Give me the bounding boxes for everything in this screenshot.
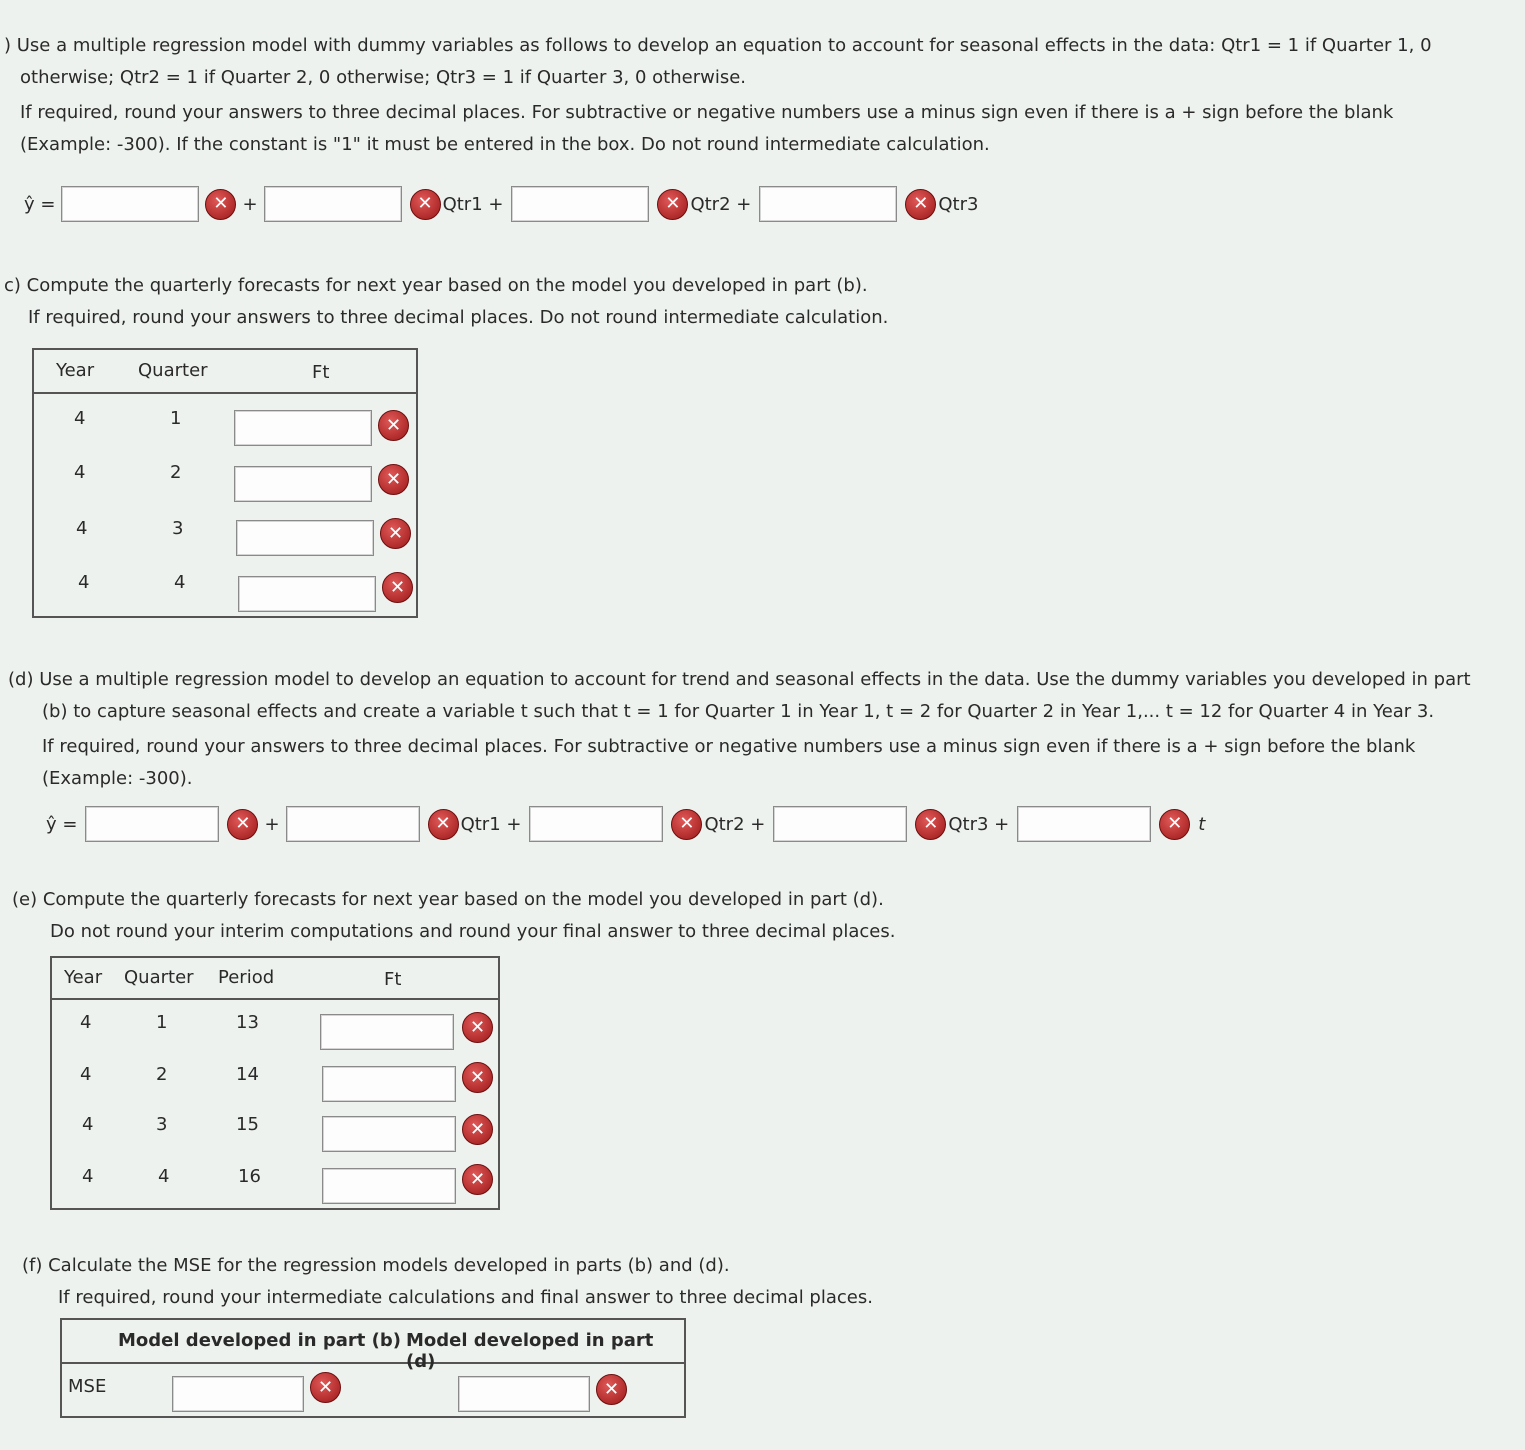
year-cell: 4: [82, 1166, 94, 1187]
part-d-line3: If required, round your answers to three decimal places. For subtractive or negative numbers use a minus sign even if there is a + sign before the blank: [42, 736, 1416, 757]
part-b-line3: If required, round your answers to three decimal places. For subtractive or negative numbers use a minus sign even if there is a + sign before the blank: [20, 102, 1394, 123]
col-year-header: Year: [56, 360, 95, 381]
e-ft-p15-input[interactable]: [322, 1116, 456, 1152]
d-qtr2-coef-input[interactable]: [529, 806, 663, 842]
col-period-header: Period: [218, 967, 275, 988]
quarter-cell: 4: [174, 572, 186, 593]
plus-sign: +: [242, 193, 258, 215]
part-b-line1: ) Use a multiple regression model with dummy variables as follows to develop an equation to account for seasonal effects in the data: Qtr1 = 1 if Quarter 1, 0: [4, 35, 1432, 56]
col-model-b-header: Model developed in part (b): [118, 1330, 401, 1351]
part-e-table: [50, 956, 500, 1210]
d-qtr1-coef-input[interactable]: [286, 806, 420, 842]
qtr1-label: Qtr1 +: [442, 193, 504, 215]
quarter-cell: 3: [172, 518, 184, 539]
incorrect-x-icon: ✕: [462, 1114, 493, 1145]
part-c-instructions: [4, 270, 888, 333]
col-quarter-header: Quarter: [138, 360, 208, 381]
year-cell: 4: [78, 572, 90, 593]
incorrect-x-icon: ✕: [905, 189, 936, 220]
d-qtr3-coef-input[interactable]: [773, 806, 907, 842]
qtr3-label: Qtr3 +: [948, 813, 1010, 835]
quarter-cell: 1: [156, 1012, 168, 1033]
incorrect-x-icon: ✕: [915, 809, 946, 840]
e-ft-p16-input[interactable]: [322, 1168, 456, 1204]
part-f-instructions: [22, 1250, 873, 1313]
part-b-equation: [22, 186, 978, 222]
incorrect-x-icon: ✕: [310, 1372, 341, 1403]
year-cell: 4: [80, 1012, 92, 1033]
b-qtr3-coef-input[interactable]: [759, 186, 897, 222]
col-quarter-header: Quarter: [124, 967, 194, 988]
d-t-coef-input[interactable]: [1017, 806, 1151, 842]
incorrect-x-icon: ✕: [596, 1374, 627, 1405]
mse-model-b-input[interactable]: [172, 1376, 304, 1412]
year-cell: 4: [76, 518, 88, 539]
part-b-line2: otherwise; Qtr2 = 1 if Quarter 2, 0 otherwise; Qtr3 = 1 if Quarter 3, 0 otherwise.: [20, 66, 747, 88]
c-ft-q4-input[interactable]: [238, 576, 376, 612]
incorrect-x-icon: ✕: [462, 1164, 493, 1195]
incorrect-x-icon: ✕: [227, 809, 258, 840]
year-cell: 4: [74, 408, 86, 429]
part-b-instructions: [4, 30, 1432, 160]
qtr1-label: Qtr1 +: [460, 813, 522, 835]
part-e-line2: Do not round your interim computations and round your final answer to three decimal places.: [50, 920, 896, 942]
incorrect-x-icon: ✕: [428, 809, 459, 840]
qtr2-label: Qtr2 +: [704, 813, 766, 835]
part-f-table: [60, 1318, 686, 1418]
period-cell: 13: [236, 1012, 259, 1033]
year-cell: 4: [82, 1114, 94, 1135]
part-c-line1: c) Compute the quarterly forecasts for next year based on the model you developed in part (b).: [4, 275, 868, 296]
part-c-table: [32, 348, 418, 618]
part-f-header-row: [62, 1320, 684, 1372]
part-f-line1: (f) Calculate the MSE for the regression models developed in parts (b) and (d).: [22, 1255, 730, 1276]
e-ft-p13-input[interactable]: [320, 1014, 454, 1050]
part-e-instructions: [12, 884, 895, 947]
incorrect-x-icon: ✕: [462, 1062, 493, 1093]
col-year-header: Year: [64, 967, 103, 988]
part-d-instructions: [8, 664, 1471, 794]
yhat-label: ŷ =: [46, 813, 78, 835]
col-ft-header: Ft: [384, 969, 402, 990]
incorrect-x-icon: ✕: [378, 410, 409, 441]
part-c-header-row: [34, 350, 416, 394]
quarter-cell: 3: [156, 1114, 168, 1135]
part-d-line1: (d) Use a multiple regression model to develop an equation to account for trend and seasonal effects in the data. Use the dummy variables you developed in part: [8, 669, 1471, 690]
col-ft-header: Ft: [312, 362, 330, 383]
year-cell: 4: [74, 462, 86, 483]
yhat-label: ŷ =: [24, 193, 56, 215]
c-ft-q3-input[interactable]: [236, 520, 374, 556]
quarter-cell: 4: [158, 1166, 170, 1187]
incorrect-x-icon: ✕: [378, 464, 409, 495]
period-cell: 16: [238, 1166, 261, 1187]
part-d-line2: (b) to capture seasonal effects and create a variable t such that t = 1 for Quarter 1 in Year 1, t = 2 for Quarter 2 in Year 1,... t = 12 for Quarter 4 in Year 3.: [42, 700, 1435, 722]
part-b-line4: (Example: -300). If the constant is "1" it must be entered in the box. Do not round intermediate calculation.: [20, 133, 990, 155]
part-d-line4: (Example: -300).: [42, 767, 193, 789]
d-constant-input[interactable]: [85, 806, 219, 842]
incorrect-x-icon: ✕: [410, 189, 441, 220]
col-model-d-header: Model developed in part (d): [406, 1330, 654, 1372]
incorrect-x-icon: ✕: [462, 1012, 493, 1043]
quarter-cell: 1: [170, 408, 182, 429]
part-e-line1: (e) Compute the quarterly forecasts for next year based on the model you developed in part (d).: [12, 889, 884, 910]
b-constant-input[interactable]: [61, 186, 199, 222]
incorrect-x-icon: ✕: [380, 518, 411, 549]
period-cell: 15: [236, 1114, 259, 1135]
incorrect-x-icon: ✕: [1159, 809, 1190, 840]
qtr2-label: Qtr2 +: [690, 193, 752, 215]
mse-model-d-input[interactable]: [458, 1376, 590, 1412]
c-ft-q1-input[interactable]: [234, 410, 372, 446]
qtr3-label: Qtr3: [938, 193, 979, 215]
part-c-line2: If required, round your answers to three decimal places. Do not round intermediate calculation.: [28, 306, 889, 328]
quarter-cell: 2: [156, 1064, 168, 1085]
t-label: t: [1198, 813, 1206, 835]
part-e-header-row: [52, 958, 498, 1000]
b-qtr2-coef-input[interactable]: [511, 186, 649, 222]
year-cell: 4: [80, 1064, 92, 1085]
quarter-cell: 2: [170, 462, 182, 483]
part-f-line2: If required, round your intermediate calculations and final answer to three decimal places.: [58, 1286, 873, 1308]
b-qtr1-coef-input[interactable]: [264, 186, 402, 222]
c-ft-q2-input[interactable]: [234, 466, 372, 502]
incorrect-x-icon: ✕: [671, 809, 702, 840]
plus-sign: +: [264, 813, 280, 835]
part-d-equation: [44, 806, 1205, 842]
incorrect-x-icon: ✕: [657, 189, 688, 220]
incorrect-x-icon: ✕: [382, 572, 413, 603]
e-ft-p14-input[interactable]: [322, 1066, 456, 1102]
incorrect-x-icon: ✕: [205, 189, 236, 220]
period-cell: 14: [236, 1064, 259, 1085]
mse-label: MSE: [68, 1376, 107, 1397]
